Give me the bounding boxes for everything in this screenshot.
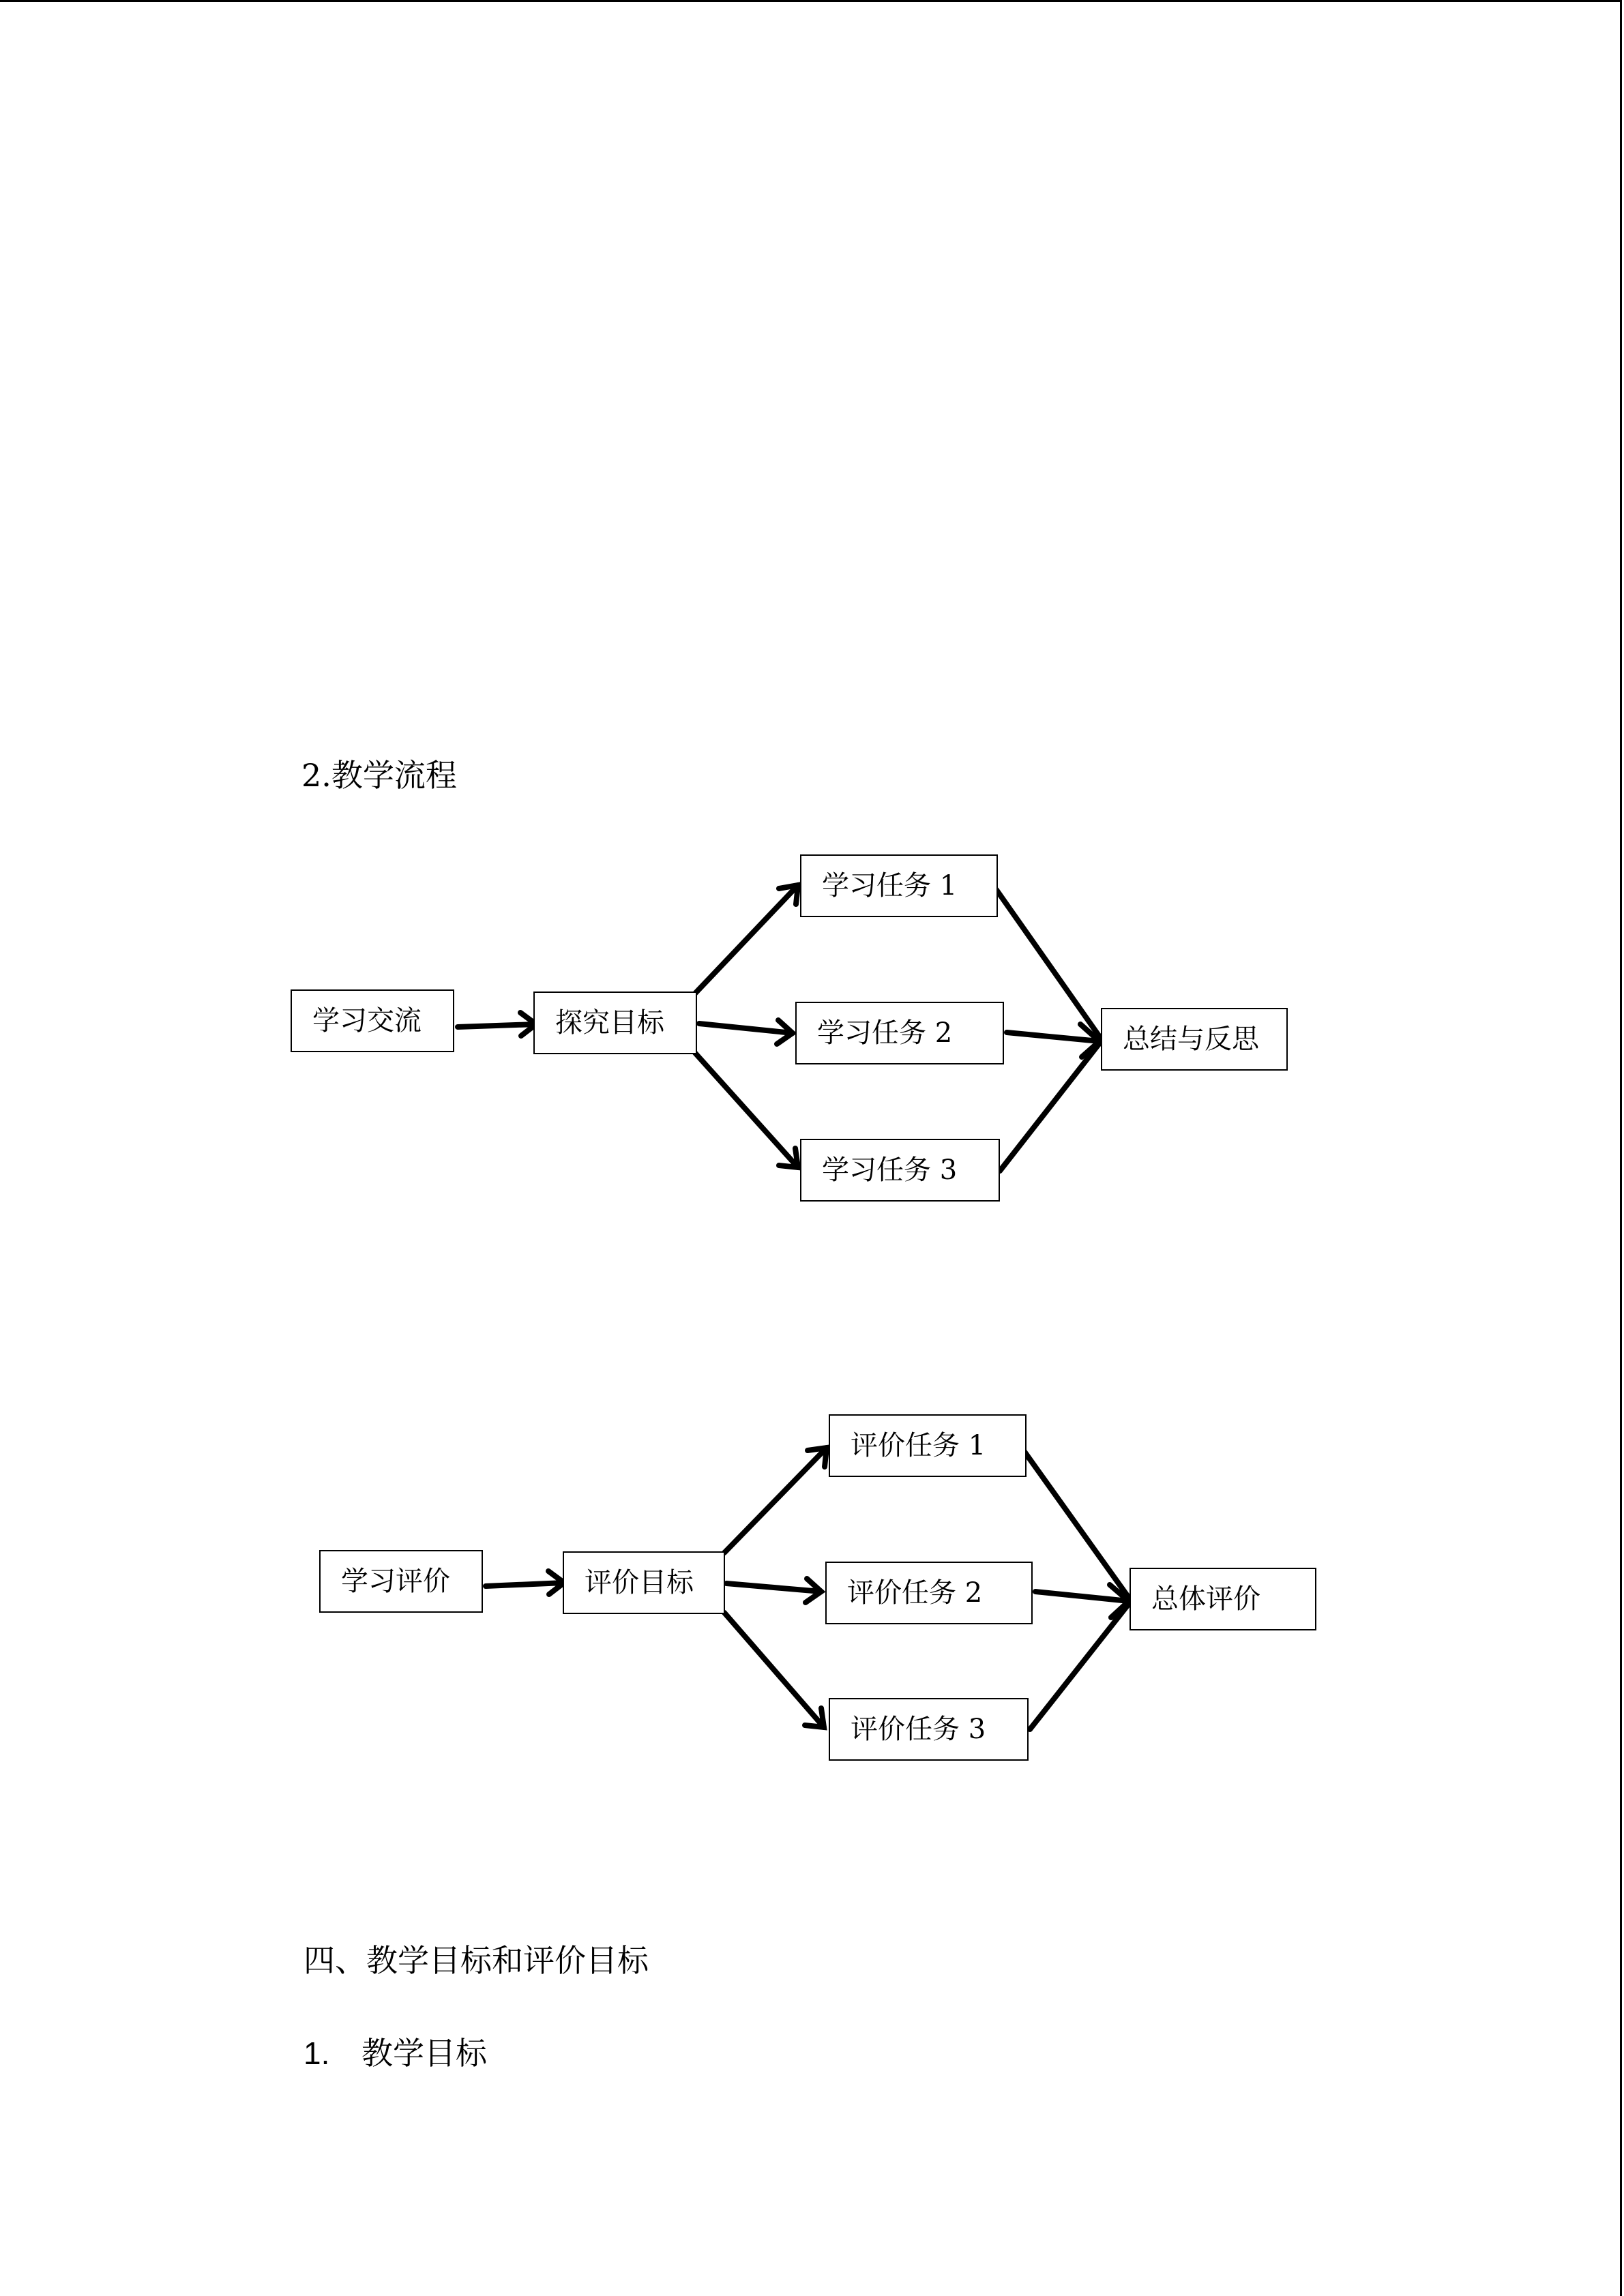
flow-box-task2: 学习任务 2 — [795, 1002, 1004, 1064]
eval-box-task2: 评价任务 2 — [825, 1562, 1033, 1624]
flow-box-start: 学习交流 — [291, 989, 454, 1052]
eval-box-end: 总体评价 — [1130, 1568, 1316, 1630]
teaching-goals-heading — [304, 2033, 487, 2074]
section-four-heading: 四、教学目标和评价目标 — [304, 1942, 649, 1979]
flow-box-goal: 探究目标 — [533, 992, 697, 1054]
list-text: 教学目标 — [361, 2035, 487, 2072]
flow-box-task3: 学习任务 3 — [800, 1139, 1000, 1202]
eval-box-start: 学习评价 — [319, 1550, 483, 1613]
flow-box-task1: 学习任务 1 — [800, 854, 998, 917]
eval-box-goal: 评价目标 — [563, 1551, 725, 1614]
flow-box-end: 总结与反思 — [1101, 1008, 1288, 1071]
eval-box-task3: 评价任务 3 — [829, 1698, 1029, 1761]
list-number: 1. — [304, 2036, 330, 2071]
teaching-process-heading: 2.教学流程 — [301, 757, 457, 794]
eval-box-task1: 评价任务 1 — [829, 1414, 1027, 1477]
